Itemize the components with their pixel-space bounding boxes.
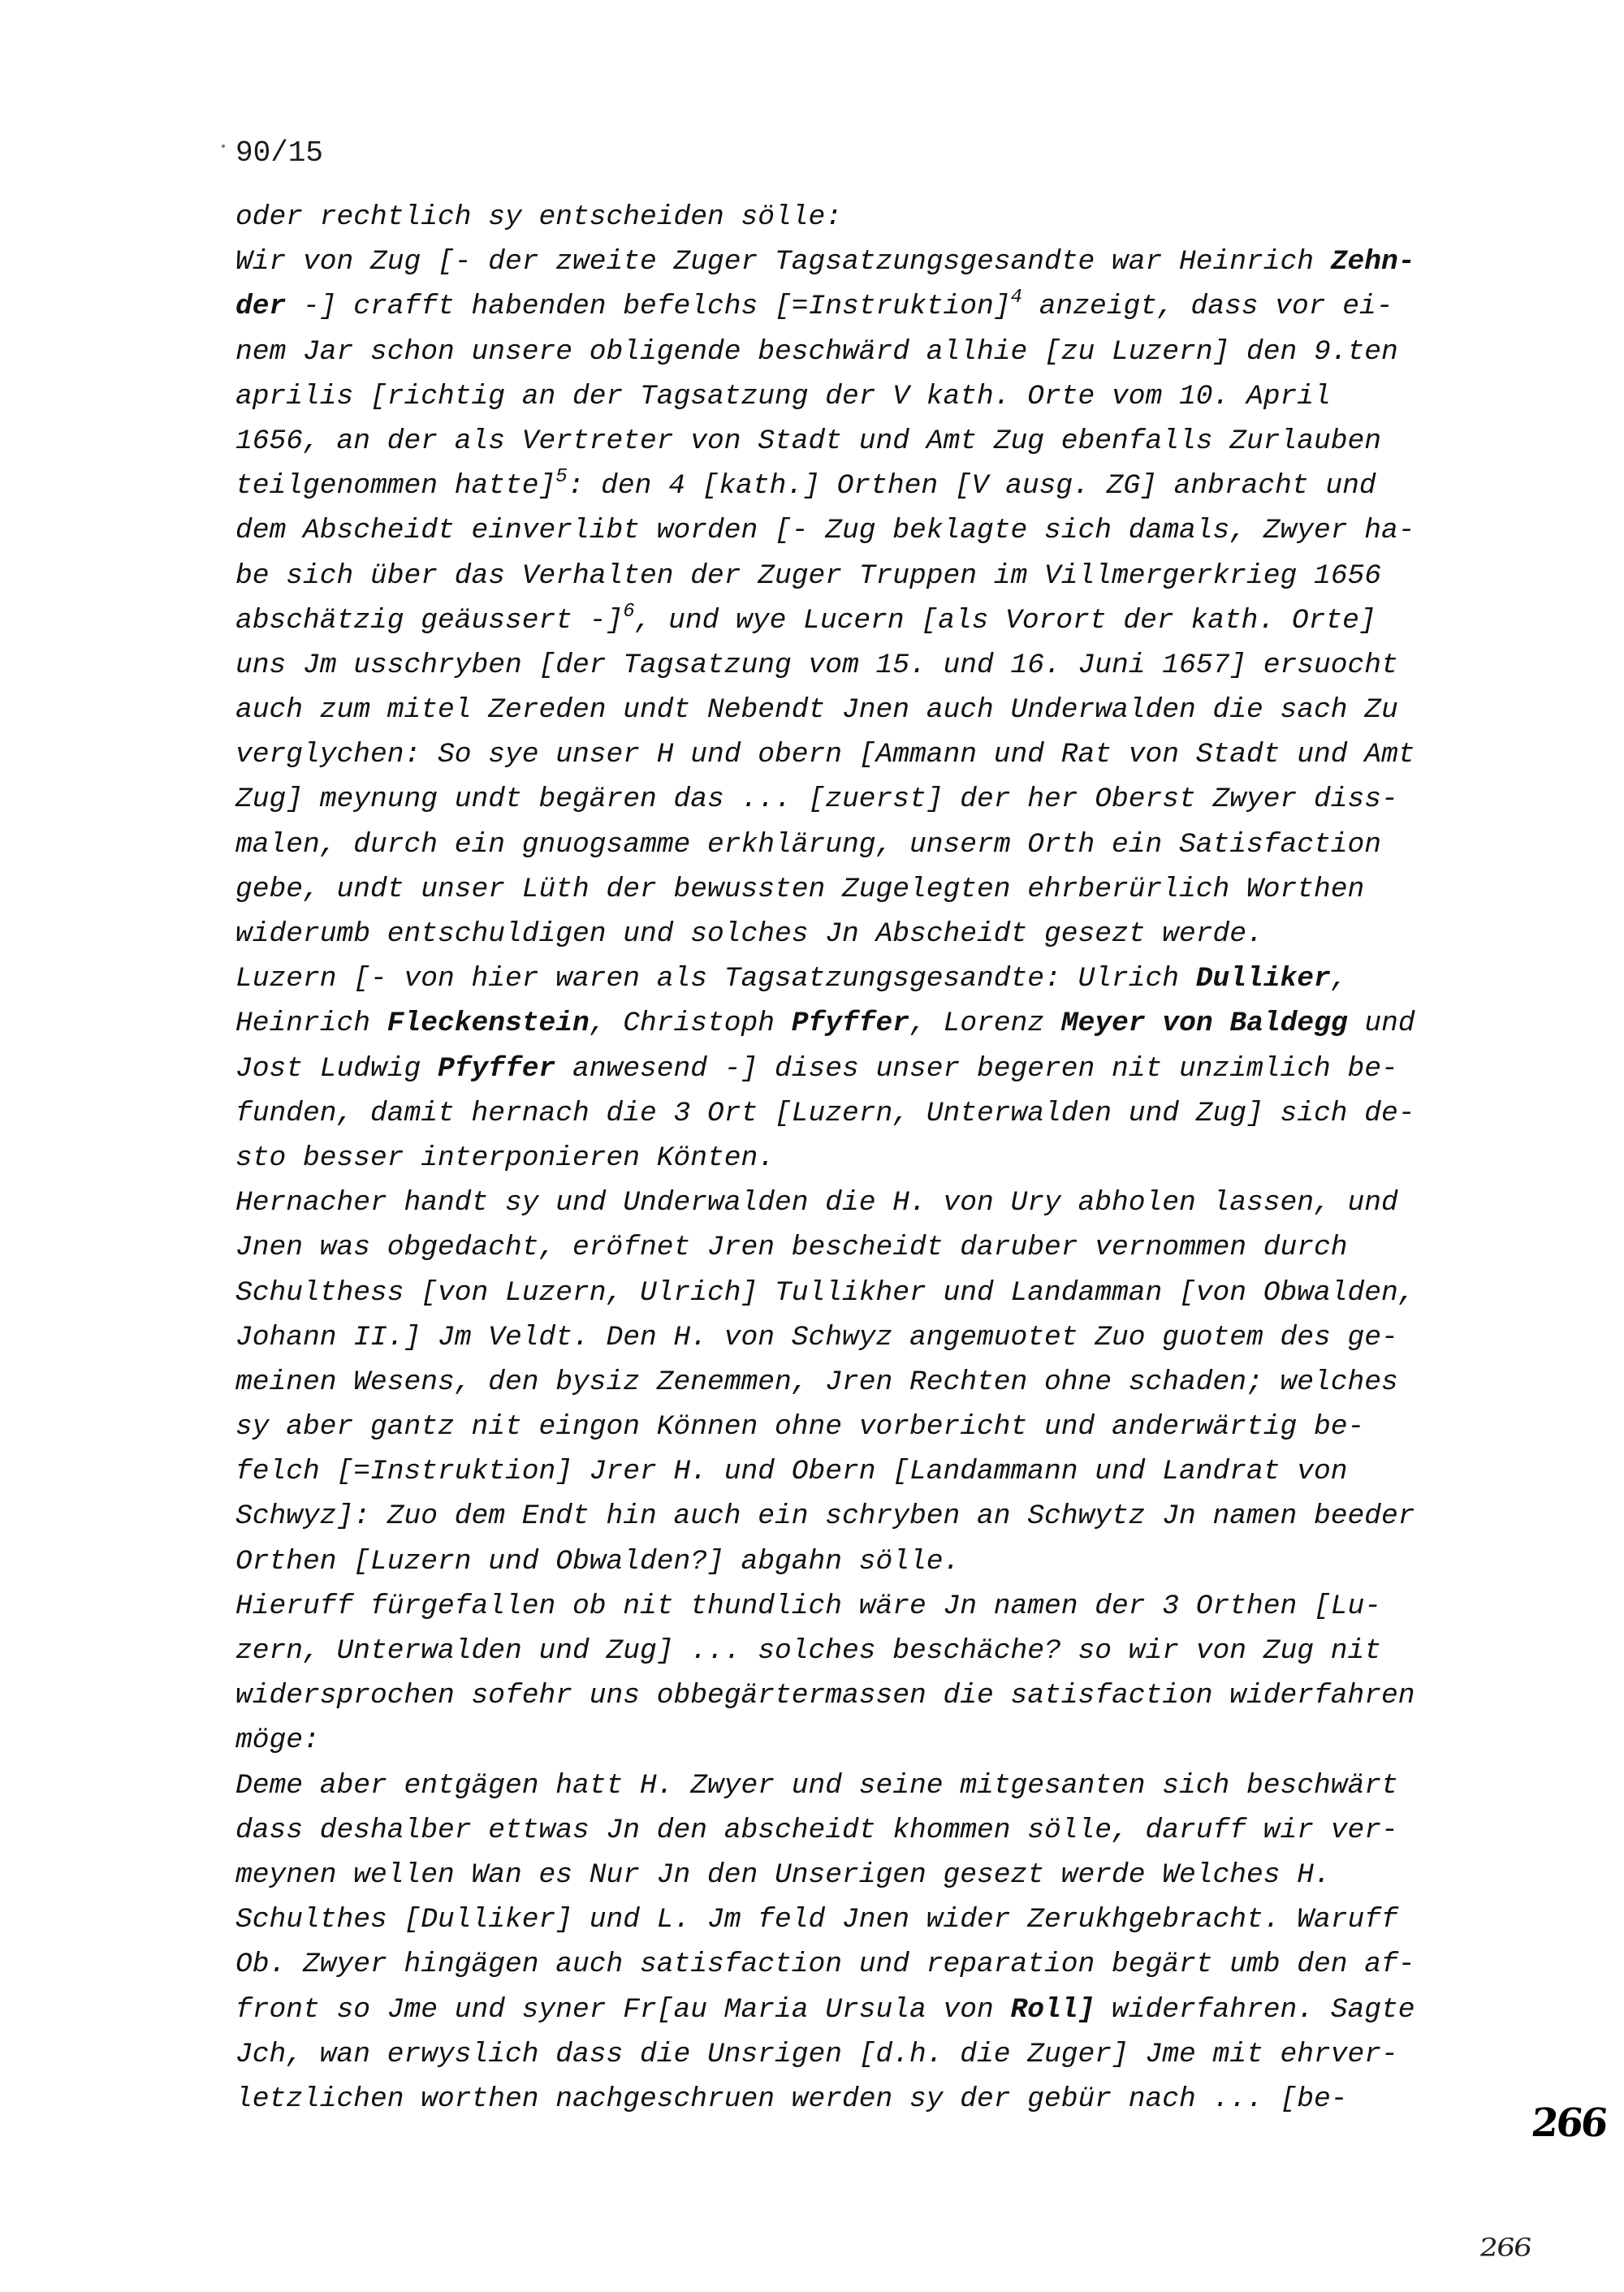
text-segment: , Lorenz (909, 1008, 1061, 1040)
text-segment: möge: (235, 1724, 320, 1757)
text-line (235, 1539, 1502, 1584)
footnote-marker: 5 (555, 466, 568, 489)
page-number: 90/15 (235, 136, 324, 170)
text-line (235, 1808, 1502, 1853)
text-line (235, 1449, 1502, 1494)
text-line (235, 508, 1502, 553)
bold-name: Meyer von Baldegg (1060, 1008, 1348, 1040)
text-segment: Ob. Zwyer hingägen auch satisfaction und reparation begärt umb den af- (235, 1949, 1415, 1981)
text-segment: auch zum mitel Zereden undt Nebendt Jnen auch Underwalden die sach Zu (235, 694, 1398, 727)
text-line (235, 912, 1502, 956)
text-segment: oder rechtlich sy entscheiden sölle: (235, 201, 843, 233)
text-segment: Hernacher handt sy und Underwalden die H. von Ury abholen lassen, und (235, 1187, 1398, 1219)
text-segment: nem Jar schon unsere obligende beschwärd allhie [zu Luzern] den 9.ten (235, 335, 1398, 368)
text-segment: Schwyz]: Zuo dem Endt hin auch ein schryben an Schwytz Jn namen beeder (235, 1500, 1415, 1533)
text-segment: malen, durch ein gnuogsamme erkhlärung, unserm Orth ein Satisfaction (235, 828, 1382, 861)
text-segment: felch [=Instruktion] Jrer H. und Obern [Landammann und Landrat von (235, 1456, 1348, 1488)
transcription-body (235, 195, 1502, 2122)
text-segment: -] crafft habenden befelchs [=Instruktion] (286, 291, 1011, 323)
text-line (235, 732, 1502, 777)
text-line (235, 1315, 1502, 1360)
text-line (235, 1136, 1502, 1181)
text-segment: Hieruff fürgefallen ob nit thundlich wäre Jn namen der 3 Orthen [Lu- (235, 1590, 1382, 1622)
text-segment: : den 4 [kath.] Orthen [V ausg. ZG] anbracht und (567, 470, 1376, 503)
bold-name: Pfyffer (438, 1052, 556, 1085)
bold-name: Zehn- (1330, 246, 1415, 278)
bold-name: Roll] (1010, 1993, 1095, 2026)
text-segment: sto besser interponieren Könten. (235, 1142, 775, 1174)
text-segment: aprilis [richtig an der Tagsatzung der V kath. Orte vom 10. April (235, 380, 1331, 412)
text-segment: Schulthess [von Luzern, Ulrich] Tullikher und Landamman [von Obwalden, (235, 1276, 1415, 1309)
text-line (235, 1494, 1502, 1539)
bold-name: der (235, 291, 287, 323)
text-line (235, 330, 1502, 374)
text-segment: widerumb entschuldigen und solches Jn Abscheidt gesezt werde. (235, 918, 1263, 950)
text-segment: Deme aber entgägen hatt H. Zwyer und seine mitgesanten sich beschwärt (235, 1769, 1398, 1802)
text-line (235, 1629, 1502, 1673)
text-line (235, 1673, 1502, 1718)
text-line (235, 1718, 1502, 1763)
bold-name: Dulliker (1195, 963, 1331, 995)
text-segment: funden, damit hernach die 3 Ort [Luzern, Unterwalden und Zug] sich de- (235, 1097, 1415, 1129)
text-line (235, 822, 1502, 867)
text-segment: Jnen was obgedacht, eröfnet Jren bescheidt daruber vernommen durch (235, 1232, 1348, 1264)
text-segment: abschätzig geäussert -] (235, 604, 624, 637)
text-line (235, 1897, 1502, 1942)
text-line (235, 1225, 1502, 1270)
text-line (235, 1942, 1502, 1987)
text-segment: dass deshalber ettwas Jn den abscheidt khommen sölle, daruff wir ver- (235, 1814, 1398, 1846)
text-segment: uns Jm usschryben [der Tagsatzung vom 15. und 16. Juni 1657] ersuocht (235, 649, 1398, 681)
text-segment: Johann II.] Jm Veldt. Den H. von Schwyz angemuotet Zuo guotem des ge- (235, 1321, 1398, 1353)
text-line (235, 240, 1502, 284)
handwritten-page-number-small: 266 (1477, 2234, 1533, 2262)
text-segment: sy aber gantz nit eingon Können ohne vorbericht und anderwärtig be- (235, 1411, 1365, 1444)
text-segment: Orthen [Luzern und Obwalden?] abgahn sölle. (235, 1545, 961, 1578)
text-segment: Heinrich (235, 1008, 387, 1040)
text-segment: Schulthes [Dulliker] und L. Jm feld Jnen wider Zerukhgebracht. Waruff (235, 1904, 1398, 1936)
text-line (235, 1181, 1502, 1225)
text-line (235, 1047, 1502, 1091)
text-line (235, 1001, 1502, 1046)
text-line (235, 643, 1502, 688)
text-line (235, 195, 1502, 240)
text-segment: meinen Wesens, den bysiz Zenemmen, Jren Rechten ohne schaden; welches (235, 1366, 1398, 1398)
text-segment: meynen wellen Wan es Nur Jn den Unserigen gesezt werde Welches H. (235, 1858, 1331, 1891)
text-line (235, 554, 1502, 598)
text-segment: , (1330, 963, 1348, 995)
text-line (235, 777, 1502, 822)
handwritten-page-number: 266 (1529, 2100, 1609, 2146)
text-line (235, 1271, 1502, 1315)
text-segment: verglychen: So sye unser H und obern [Ammann und Rat von Stadt und Amt (235, 739, 1415, 771)
text-segment: zern, Unterwalden und Zug] ... solches beschäche? so wir von Zug nit (235, 1635, 1382, 1667)
text-line (235, 1091, 1502, 1136)
text-line (235, 1763, 1502, 1808)
text-segment: teilgenommen hatte] (235, 470, 556, 503)
bold-name: Pfyffer (791, 1008, 910, 1040)
text-segment: gebe, undt unser Lüth der bewussten Zugelegten ehrberürlich Worthen (235, 873, 1365, 905)
text-segment: letzlichen worthen nachgeschruen werden sy der gebür nach ... [be- (235, 2083, 1348, 2115)
text-line (235, 374, 1502, 419)
text-segment: dem Abscheidt einverlibt worden [- Zug beklagte sich damals, Zwyer ha- (235, 515, 1415, 547)
text-segment: Jch, wan erwyslich dass die Unsrigen [d.h. die Zuger] Jme mit ehrver- (235, 2038, 1398, 2070)
footnote-marker: 6 (623, 600, 635, 623)
text-line (235, 2077, 1502, 2122)
text-line (235, 688, 1502, 732)
text-segment: widerfahren. Sagte (1095, 1993, 1415, 2026)
text-segment: widersprochen sofehr uns obbegärtermassen die satisfaction widerfahren (235, 1680, 1415, 1712)
margin-dot (222, 145, 225, 148)
text-line (235, 1360, 1502, 1405)
text-segment: anzeigt, dass vor ei- (1021, 291, 1393, 323)
text-line (235, 2032, 1502, 2077)
text-line (235, 1584, 1502, 1629)
footnote-marker: 4 (1010, 287, 1022, 309)
text-line (235, 284, 1502, 329)
text-segment: Zug] meynung undt begären das ... [zuerst] der her Oberst Zwyer diss- (235, 783, 1398, 816)
text-segment: , und wye Lucern [als Vorort der kath. Orte] (634, 604, 1376, 637)
text-segment: anwesend -] dises unser begeren nit unzimlich be- (555, 1052, 1398, 1085)
text-segment: Jost Ludwig (235, 1052, 438, 1085)
text-line (235, 419, 1502, 464)
text-segment: front so Jme und syner Fr[au Maria Ursula von (235, 1993, 1011, 2026)
text-segment: 1656, an der als Vertreter von Stadt und Amt Zug ebenfalls Zurlauben (235, 425, 1382, 457)
text-line (235, 867, 1502, 912)
text-line (235, 1853, 1502, 1897)
text-segment: Luzern [- von hier waren als Tagsatzungsgesandte: Ulrich (235, 963, 1196, 995)
text-segment: be sich über das Verhalten der Zuger Truppen im Villmergerkrieg 1656 (235, 559, 1382, 592)
text-segment: , Christoph (589, 1008, 792, 1040)
text-segment: und (1347, 1008, 1415, 1040)
text-line (235, 464, 1502, 508)
text-line (235, 1988, 1502, 2032)
text-line (235, 1405, 1502, 1449)
text-line (235, 598, 1502, 643)
bold-name: Fleckenstein (387, 1008, 590, 1040)
text-line (235, 956, 1502, 1001)
text-segment: Wir von Zug [- der zweite Zuger Tagsatzungsgesandte war Heinrich (235, 246, 1331, 278)
